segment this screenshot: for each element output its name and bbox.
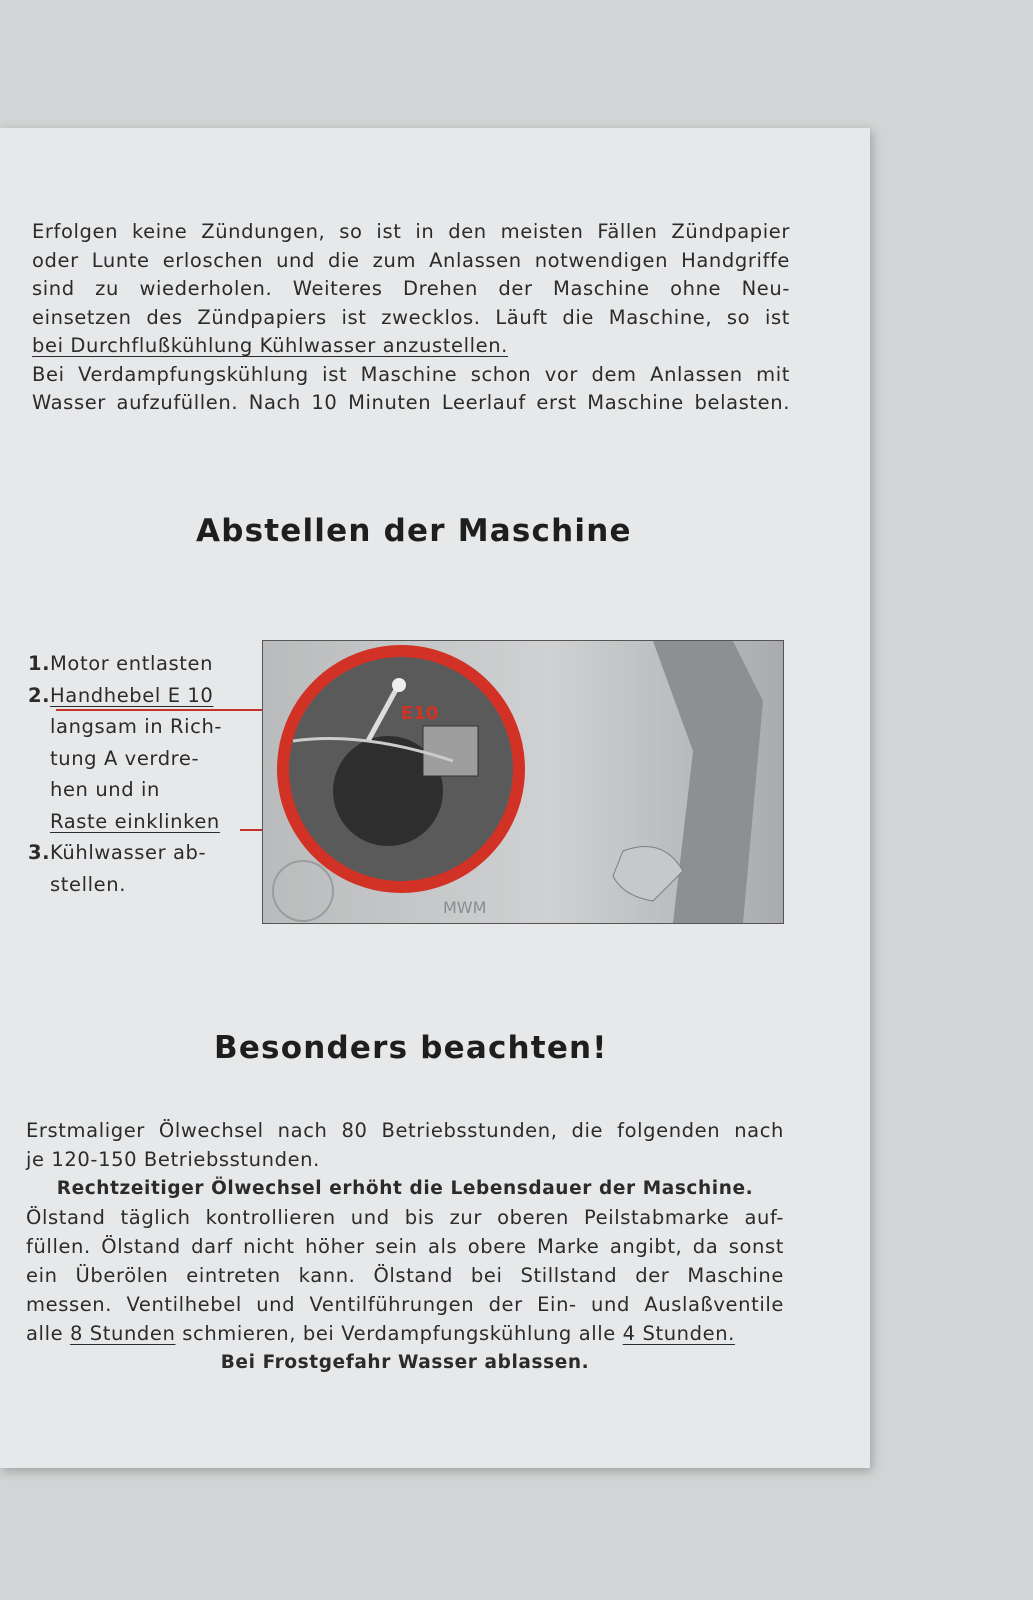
step-text: tung A verdre- (50, 746, 200, 770)
notes-heading: Besonders beachten! (214, 1030, 608, 1066)
notes-underlined: 4 Stunden. (622, 1322, 735, 1345)
step-text: Handhebel E 10 (50, 683, 214, 707)
notes-text: alle (26, 1322, 70, 1345)
engine-photo (262, 640, 784, 924)
notes-paragraph (26, 1116, 784, 1377)
manual-page (0, 128, 870, 1468)
intro-line-underlined: bei Durchflußkühlung Kühlwasser anzustellen. (32, 334, 508, 357)
step-text: Raste einklinken (50, 809, 220, 833)
notes-underlined: 8 Stunden (69, 1322, 176, 1345)
step-number: 2. (28, 683, 51, 707)
photo-label: E10 (401, 703, 439, 724)
notes-line-last (26, 1319, 784, 1348)
notes-bold-line: Rechtzeitiger Ölwechsel erhöht die Lebensdauer der Maschine. (56, 1178, 754, 1199)
photo-mark: MWM (443, 898, 487, 917)
notes-line: Erstmaliger Ölwechsel nach 80 Betriebsstunden, die folgenden nach (26, 1119, 784, 1142)
notes-bold-line: Bei Frostgefahr Wasser ablassen. (220, 1352, 590, 1373)
notes-text: schmieren, bei Verdampfungskühlung alle (175, 1322, 623, 1345)
intro-line: einsetzen des Zündpapiers ist zwecklos. Läuft die Maschine, so ist (32, 305, 790, 329)
step-text: stellen. (50, 872, 126, 896)
notes-line: messen. Ventilhebel und Ventilführungen der Ein- und Auslaßventile (26, 1293, 784, 1316)
notes-line: ein Überölen eintreten kann. Ölstand bei Stillstand der Maschine (26, 1264, 784, 1287)
valve-block (423, 726, 478, 776)
intro-line: Wasser aufzufüllen. Nach 10 Minuten Leerlauf erst Maschine belasten. (32, 391, 790, 414)
step-number: 1. (28, 652, 51, 675)
step-text: Motor entlasten (50, 652, 214, 675)
intro-line: oder Lunte erloschen und die zum Anlassen notwendigen Handgriffe (32, 248, 790, 272)
notes-line: Ölstand täglich kontrollieren und bis zur oberen Peilstabmarke auf- (26, 1206, 784, 1229)
step-text: hen und in (50, 778, 160, 801)
step-text: Kühlwasser ab- (50, 841, 207, 864)
step-text: langsam in Rich- (50, 715, 223, 738)
notes-line: füllen. Ölstand darf nicht höher sein als obere Marke angibt, da sonst (26, 1235, 784, 1258)
intro-line: sind zu wiederholen. Weiteres Drehen der Maschine ohne Neu- (32, 277, 790, 300)
intro-line: Erfolgen keine Zündungen, so ist in den meisten Fällen Zündpapier (32, 220, 790, 243)
notes-line: je 120-150 Betriebsstunden. (26, 1148, 320, 1171)
step-number: 3. (28, 841, 51, 864)
shutdown-heading: Abstellen der Maschine (196, 513, 632, 549)
engine-illustration (263, 641, 783, 923)
intro-line: Bei Verdampfungskühlung ist Maschine schon vor dem Anlassen mit (32, 362, 790, 386)
